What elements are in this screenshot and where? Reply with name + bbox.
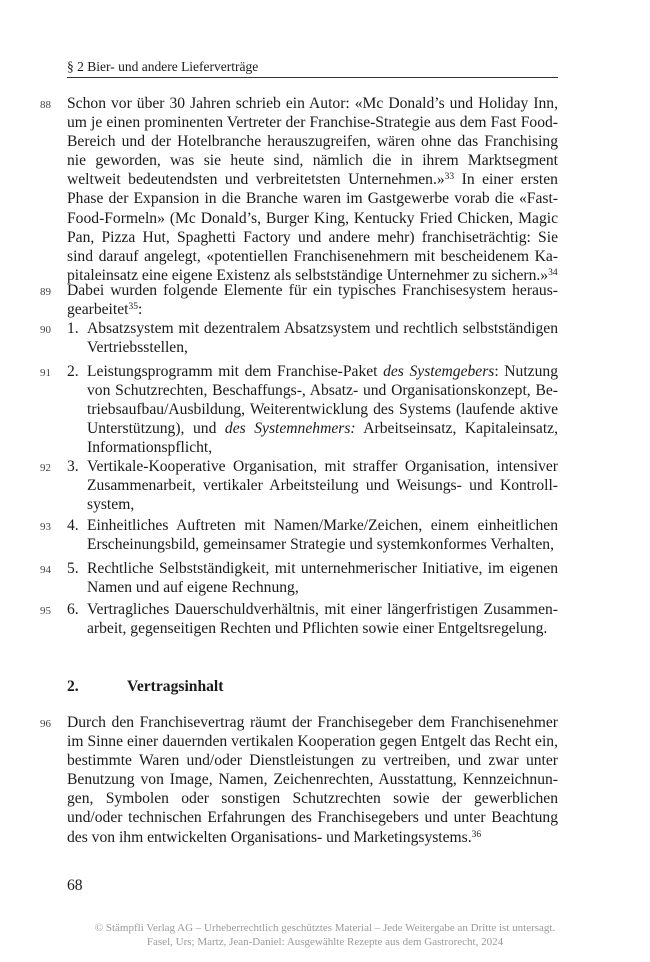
footnote-ref[interactable]: 36 bbox=[471, 829, 482, 840]
paragraph bbox=[67, 94, 558, 285]
paragraph-text: Durch den Franchisevertrag räumt der Franchisegeber dem Franchisenehmer im Sinne einer dauernden vertikalen Kooperation gegen Entgelt das Recht ein, bestimmte Waren und/oder Dienstleistungen zu vertreiben, und zwar unter Benutzung von Image, Namen, Zeichenrechten, Ausstattung, Kennzeichnungen, Symbolen oder sonstigen Schutzrechten sowie der gewerblichen und/oder technischen Erfahrungen des Franchisegebers und unter Beachtung des von ihm entwickelten Organisations- und Marketingsystems. bbox=[67, 714, 558, 846]
list-item-text: Absatzsystem mit dezentralem Absatzsystem und rechtlich selbstständigen Vertriebsstellen, bbox=[87, 320, 558, 357]
footnote-ref[interactable]: 34 bbox=[548, 267, 558, 278]
paragraph-text: Dabei wurden folgende Elemente für ein typisches Franchisesystem herausgearbeitet bbox=[67, 282, 558, 319]
paragraph bbox=[67, 281, 558, 319]
margin-number: 96 bbox=[40, 718, 51, 730]
page-number: 68 bbox=[67, 877, 83, 894]
list-item-text: Rechtliche Selbstständigkeit, mit unternehmerischer Initiative, im eigenen Namen und auf eigene Rechnung, bbox=[87, 560, 558, 597]
margin-number: 93 bbox=[40, 521, 51, 533]
list-item bbox=[67, 319, 558, 357]
margin-number: 94 bbox=[40, 564, 51, 576]
margin-number: 92 bbox=[40, 462, 51, 474]
margin-number: 91 bbox=[40, 367, 51, 379]
paragraph-text: Schon vor über 30 Jahren schrieb ein Autor: «Mc Donald’s und Holiday Inn, um je einen prominenten Vertreter der Franchise-Strategie aus dem Fast Food-Bereich und der Hotelbranche herauszugreifen, wären ohne das Franchising nie geworden, was sie heute sind, nämlich die in ihrem Marktsegment weltweit bedeutendsten und verbreitetsten Unternehmen.» bbox=[67, 95, 558, 189]
paragraph bbox=[67, 713, 558, 847]
paragraph-text: : bbox=[137, 301, 143, 319]
list-item-number: 5. bbox=[67, 560, 79, 577]
list-item-text-part: Leistungsprogramm mit dem Franchise-Paket bbox=[87, 363, 384, 380]
list-item bbox=[67, 516, 558, 554]
list-item-text: Vertragliches Dauerschuldverhältnis, mit einer längerfristigen Zusammenarbeit, gegenseitigen Rechten und Pflichten sowie einer Entgeltsregelung. bbox=[87, 601, 558, 638]
section-number: 2. bbox=[67, 678, 79, 695]
list-item-text: Einheitliches Auftreten mit Namen/Marke/Zeichen, einem einheitlichen Erscheinungsbild, gemeinsamer Strategie und systemkonformes Verhalten, bbox=[87, 517, 558, 554]
copyright-footer bbox=[0, 921, 650, 949]
margin-number: 90 bbox=[40, 324, 51, 336]
footer-line: Fasel, Urs; Martz, Jean-Daniel: Ausgewählte Rezepte aus dem Gastrorecht, 2024 bbox=[146, 936, 504, 948]
footnote-ref[interactable]: 33 bbox=[444, 172, 455, 183]
list-item bbox=[67, 600, 558, 638]
list-item bbox=[67, 362, 558, 457]
footnote-ref[interactable]: 35 bbox=[128, 302, 138, 313]
list-item-number: 6. bbox=[67, 601, 79, 618]
header-rule bbox=[67, 77, 558, 78]
list-item-number: 2. bbox=[67, 363, 79, 380]
list-item-number: 1. bbox=[67, 320, 79, 337]
list-item-emphasis: des Systemnehmers: bbox=[224, 420, 356, 438]
running-header: § 2 Bier- und andere Lieferverträge bbox=[67, 59, 259, 74]
margin-number: 95 bbox=[40, 605, 51, 617]
list-item-text bbox=[87, 362, 558, 457]
margin-number: 89 bbox=[40, 286, 51, 298]
list-item-number: 3. bbox=[67, 458, 79, 475]
list-item bbox=[67, 457, 558, 514]
list-item-text: Vertikale-Kooperative Organisation, mit straffer Organisation, intensiver Zusammenarbeit, vertikaler Arbeitsteilung und Weisungs- und Kontrollsystem, bbox=[87, 458, 558, 514]
paragraph-text: In einer ersten Phase der Expansion in die Branche waren im Gastgewerbe vorab die «Fast-Food-Formeln» (Mc Donald’s, Burger King, Kentucky Fried Chicken, Magic Pan, Pizza Hut, Spaghetti Factory und andere mehr) franchiseträchtig: Sie sind darauf angelegt, «potentiellen Franchisenehmern mit bescheidenem Kapitaleinsatz eine eigene Existenz als selbstständige Unternehmer zu sichern.» bbox=[67, 171, 558, 284]
footer-line: © Stämpfli Verlag AG – Urheberrechtlich geschütztes Material – Jede Weitergabe an Dritte ist untersagt. bbox=[94, 922, 556, 934]
list-item-text-part: Arbeitseinsatz, Kapitaleinsatz, Informationspflicht, bbox=[87, 420, 559, 457]
list-item-number: 4. bbox=[67, 517, 79, 534]
list-item-emphasis: des Systemgebers bbox=[383, 363, 495, 380]
list-item bbox=[67, 559, 558, 597]
margin-number: 88 bbox=[40, 99, 51, 111]
list-item-text-part: : Nutzung von Schutzrechten, Beschaffungs-, Absatz- und Organisationskonzept, Betriebsaufbau/Ausbildung, Weiterentwicklung des Systems (laufende aktive Unterstützung), und bbox=[87, 363, 558, 438]
section-title: Vertragsinhalt bbox=[127, 678, 224, 695]
